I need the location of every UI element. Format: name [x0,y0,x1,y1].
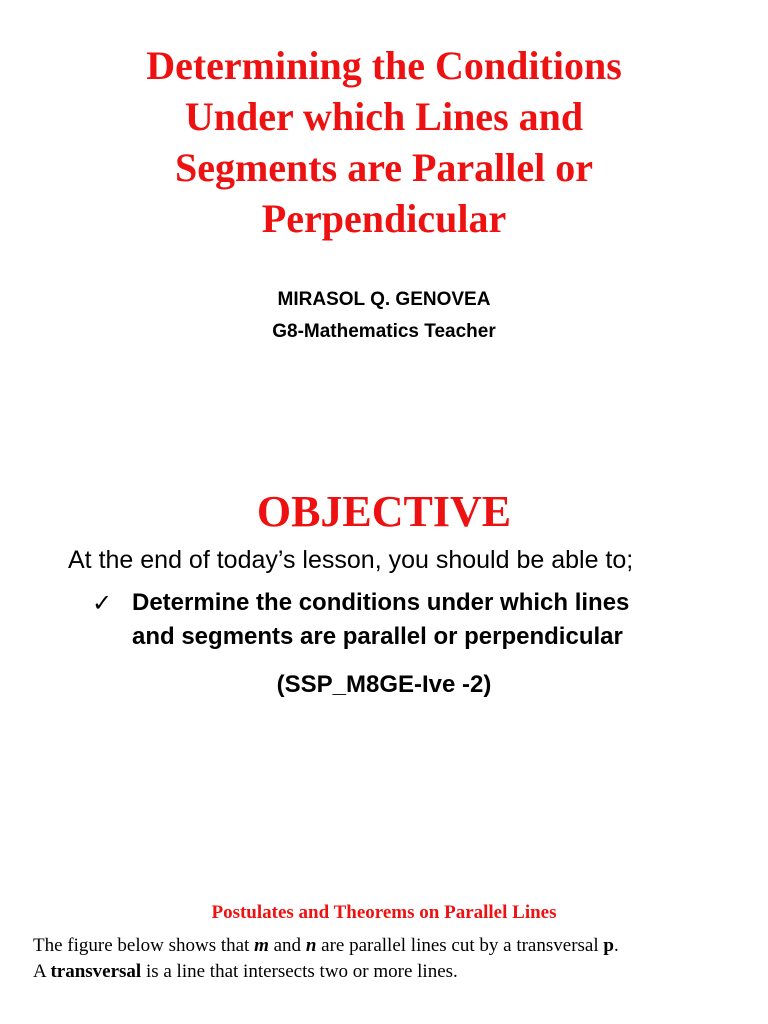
author-block [0,284,768,348]
line-p-label: p [603,935,614,956]
bullet-line: Determine the conditions under which lines [132,589,630,616]
title-line: Under which Lines and [184,94,584,139]
text-run: is a line that intersects two or more lines. [141,961,458,982]
line-n-label: n [305,935,317,956]
author-role: G8-Mathematics Teacher [272,321,496,342]
title-line: Perpendicular [261,196,507,241]
text-run: and [268,935,306,956]
term-transversal: transversal [50,961,142,982]
title-slide [0,0,768,440]
objective-intro: At the end of today’s lesson, you should be able to; [68,546,634,574]
bullet-line: and segments are parallel or perpendicular [132,623,623,650]
slide-title [40,40,728,244]
objective-bullet [92,586,752,654]
section-heading: Postulates and Theorems on Parallel Lines [211,902,557,923]
line-m-label: m [254,935,269,956]
text-run: . [613,935,619,956]
postulates-section [0,880,768,1024]
text-run: A [33,961,51,982]
competency-code: (SSP_M8GE-Ive -2) [276,671,492,698]
checkmark-icon: ✓ [92,589,113,617]
figure-description [33,933,753,959]
text-run: are parallel lines cut by a transversal [316,935,604,956]
title-line: Segments are Parallel or [174,145,594,190]
text-run: The figure below shows that [33,935,255,956]
title-line: Determining the Conditions [146,43,622,88]
author-name: MIRASOL Q. GENOVEA [277,289,491,310]
objective-heading: OBJECTIVE [256,487,512,536]
transversal-definition [33,959,753,985]
objective-slide [0,440,768,880]
